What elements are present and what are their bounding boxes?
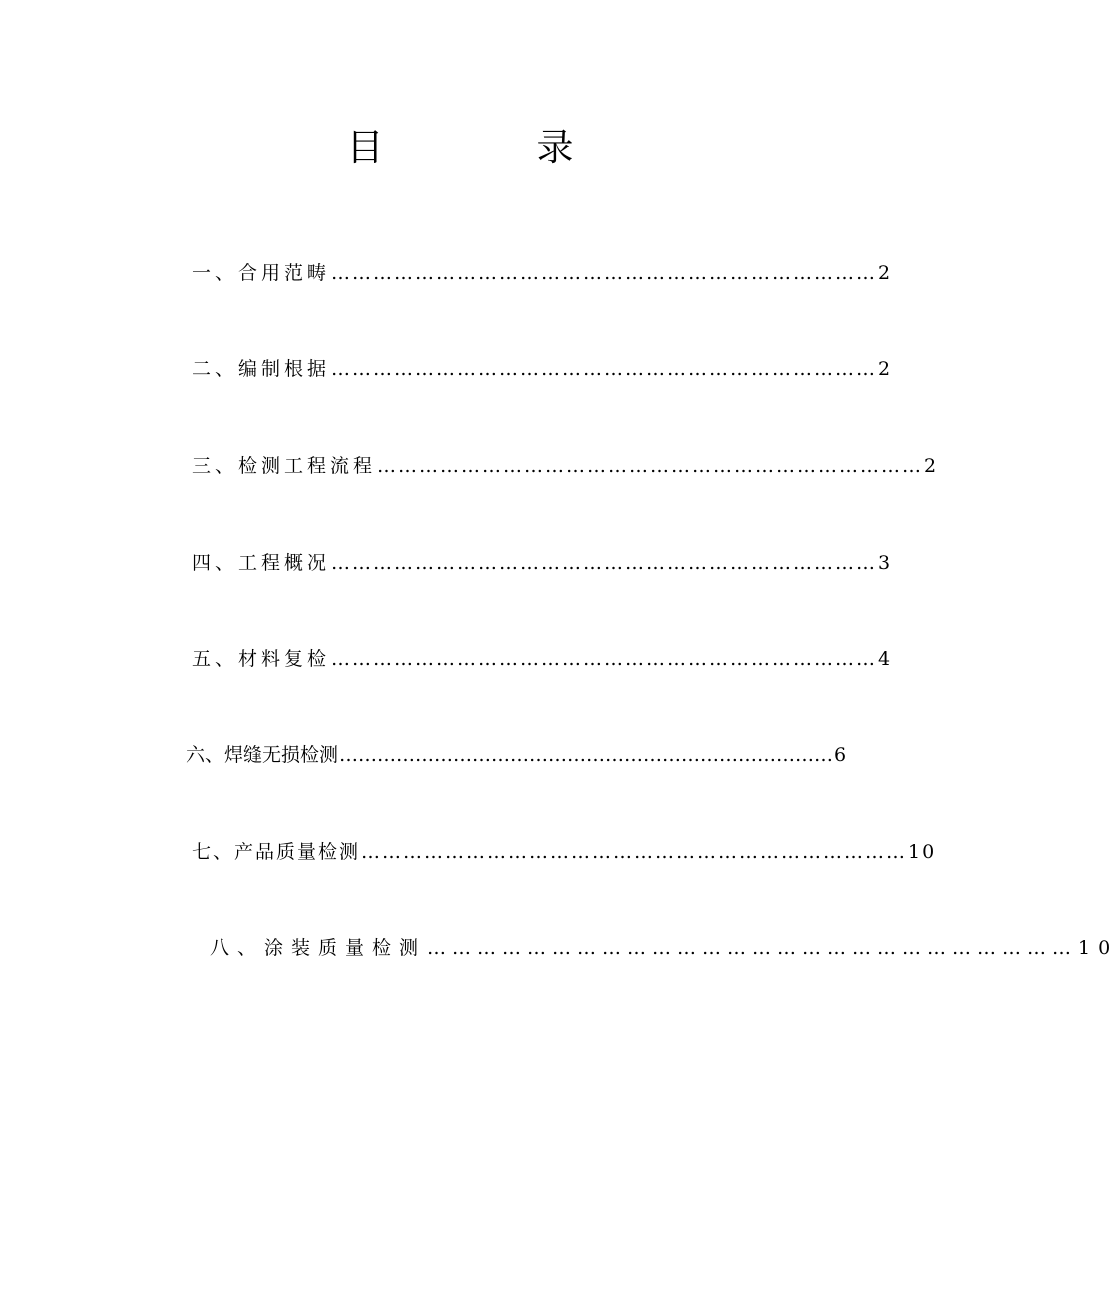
dot-leader: …………………………………………………………………… xyxy=(339,744,834,766)
toc-entry[interactable] xyxy=(192,838,937,866)
toc-entry-page: 10 xyxy=(908,841,937,863)
toc-entry-label: 三、检测工程流程 xyxy=(192,455,377,477)
toc-entry-page: 2 xyxy=(878,262,895,284)
toc-entry-label: 一、合用范畴 xyxy=(192,262,331,284)
dot-leader: …………………………………………………………………… xyxy=(377,455,924,477)
toc-entry-label: 二、编制根据 xyxy=(192,358,331,380)
dot-leader: …………………………………………………………………… xyxy=(331,262,878,284)
toc-entry[interactable] xyxy=(192,549,895,577)
toc-entry[interactable] xyxy=(192,355,895,383)
toc-entry-label: 七、产品质量检测 xyxy=(192,841,361,863)
dot-leader: …………………………………………………………………… xyxy=(331,358,878,380)
dot-leader: …………………………………………………………………… xyxy=(361,841,908,863)
toc-entry-label: 六、焊缝无损检测 xyxy=(186,744,339,766)
toc-entry-page: 6 xyxy=(834,744,847,766)
toc-entry-page: 3 xyxy=(878,552,895,574)
dot-leader: …………………………………………………………………… xyxy=(427,937,1078,959)
toc-entry-page: 2 xyxy=(924,455,941,477)
toc-entry-label: 五、材料复检 xyxy=(192,648,331,670)
dot-leader: …………………………………………………………………… xyxy=(331,552,878,574)
toc-entry-page: 2 xyxy=(878,358,895,380)
toc-entry-label: 八、涂装质量检测 xyxy=(210,937,427,959)
toc-entry[interactable] xyxy=(192,452,941,480)
toc-entry-page: 10 xyxy=(1078,937,1118,959)
toc-entry-page: 4 xyxy=(878,648,895,670)
toc-entry[interactable] xyxy=(210,934,1118,962)
page-title: 目 录 xyxy=(346,126,632,169)
toc-entry[interactable] xyxy=(192,259,895,287)
dot-leader: …………………………………………………………………… xyxy=(331,648,878,670)
toc-entry[interactable] xyxy=(186,741,847,769)
toc-entry[interactable] xyxy=(192,645,895,673)
toc-entry-label: 四、工程概况 xyxy=(192,552,331,574)
